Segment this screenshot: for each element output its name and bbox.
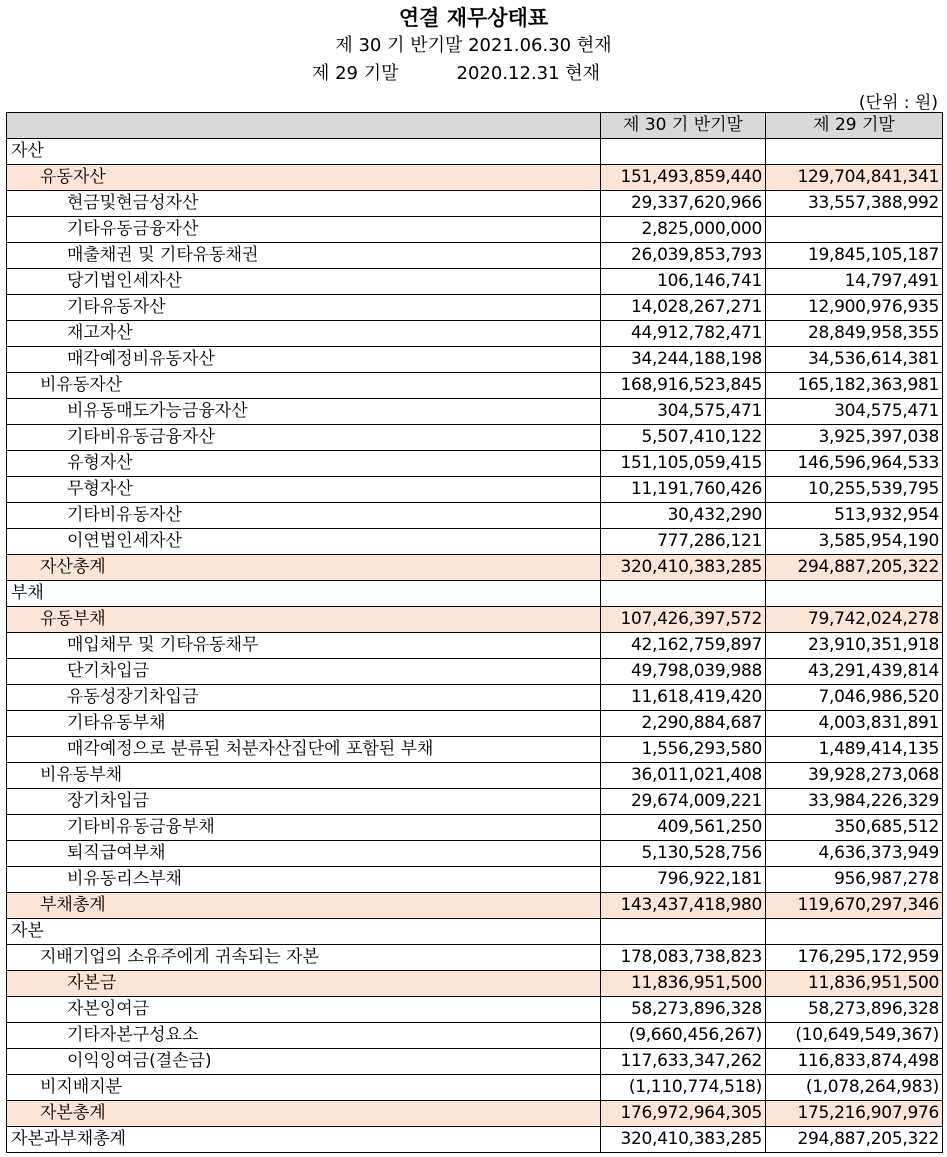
- current-period-value: 44,912,782,471: [601, 321, 766, 347]
- account-label: 퇴직급여부채: [7, 841, 601, 867]
- table-row: [7, 399, 943, 425]
- current-period-value: 26,039,853,793: [601, 243, 766, 269]
- prior-period-value: 33,557,388,992: [766, 191, 943, 217]
- prior-period-value: (1,078,264,983): [766, 1075, 943, 1101]
- prior-period-value: 58,273,896,328: [766, 997, 943, 1023]
- prior-period-value: 3,925,397,038: [766, 425, 943, 451]
- table-row: [7, 997, 943, 1023]
- table-row: [7, 451, 943, 477]
- prior-period-value: [766, 919, 943, 945]
- account-label: 기타유동자산: [7, 295, 601, 321]
- prior-period-value: 175,216,907,976: [766, 1101, 943, 1127]
- table-row: [7, 1023, 943, 1049]
- account-label: 기타비유동금융자산: [7, 425, 601, 451]
- table-body: [7, 139, 943, 1153]
- prior-period-value: 956,987,278: [766, 867, 943, 893]
- current-period-value: [601, 139, 766, 165]
- account-label: 기타비유동금융부채: [7, 815, 601, 841]
- account-label: 지배기업의 소유주에게 귀속되는 자본: [7, 945, 601, 971]
- table-row: [7, 893, 943, 919]
- prior-period-value: 119,670,297,346: [766, 893, 943, 919]
- table-row: [7, 1049, 943, 1075]
- prior-period-value: 1,489,414,135: [766, 737, 943, 763]
- table-row: [7, 217, 943, 243]
- current-period-value: (1,110,774,518): [601, 1075, 766, 1101]
- account-label: 기타자본구성요소: [7, 1023, 601, 1049]
- account-label: 부채: [7, 581, 601, 607]
- table-row: [7, 659, 943, 685]
- account-label: 기타비유동자산: [7, 503, 601, 529]
- table-row: [7, 633, 943, 659]
- table-row: [7, 477, 943, 503]
- account-label: 자본총계: [7, 1101, 601, 1127]
- table-row: [7, 555, 943, 581]
- account-label: 자본잉여금: [7, 997, 601, 1023]
- account-label: 매입채무 및 기타유동채무: [7, 633, 601, 659]
- table-row: [7, 503, 943, 529]
- account-label: 기타유동부채: [7, 711, 601, 737]
- current-period-value: 107,426,397,572: [601, 607, 766, 633]
- account-label: 유동성장기차입금: [7, 685, 601, 711]
- prior-period-value: 146,596,964,533: [766, 451, 943, 477]
- current-period-value: (9,660,456,267): [601, 1023, 766, 1049]
- account-label: 매각예정비유동자산: [7, 347, 601, 373]
- current-period-value: 304,575,471: [601, 399, 766, 425]
- current-period-value: 5,507,410,122: [601, 425, 766, 451]
- prior-period-value: 33,984,226,329: [766, 789, 943, 815]
- prior-period-value: 7,046,986,520: [766, 685, 943, 711]
- prior-period-value: 23,910,351,918: [766, 633, 943, 659]
- unit-label: (단위 : 원): [858, 93, 938, 113]
- current-period-value: 29,337,620,966: [601, 191, 766, 217]
- prior-period-value: 294,887,205,322: [766, 1127, 943, 1153]
- table-row: [7, 191, 943, 217]
- account-label: 매각예정으로 분류된 처분자산집단에 포함된 부채: [7, 737, 601, 763]
- account-label: 비유동매도가능금융자산: [7, 399, 601, 425]
- current-period-value: 58,273,896,328: [601, 997, 766, 1023]
- table-row: [7, 789, 943, 815]
- prior-period-value: [766, 581, 943, 607]
- prior-period-value: 176,295,172,959: [766, 945, 943, 971]
- prior-period-value: 10,255,539,795: [766, 477, 943, 503]
- prior-period-value: 39,928,273,068: [766, 763, 943, 789]
- table-row: [7, 737, 943, 763]
- prior-period-value: [766, 139, 943, 165]
- current-period-value: 796,922,181: [601, 867, 766, 893]
- account-label: 유동자산: [7, 165, 601, 191]
- prior-period-value: 12,900,976,935: [766, 295, 943, 321]
- account-label: 비유동부채: [7, 763, 601, 789]
- table-row: [7, 971, 943, 997]
- current-period-value: 151,493,859,440: [601, 165, 766, 191]
- current-period-value: 49,798,039,988: [601, 659, 766, 685]
- current-period-value: 5,130,528,756: [601, 841, 766, 867]
- balance-sheet-table: [6, 112, 943, 1153]
- current-period-value: 14,028,267,271: [601, 295, 766, 321]
- account-label: 유동부채: [7, 607, 601, 633]
- table-row: [7, 945, 943, 971]
- table-row: [7, 139, 943, 165]
- current-period-value: 11,836,951,500: [601, 971, 766, 997]
- table-row: [7, 581, 943, 607]
- prior-period-value: 34,536,614,381: [766, 347, 943, 373]
- prior-period-value: 11,836,951,500: [766, 971, 943, 997]
- account-label: 무형자산: [7, 477, 601, 503]
- account-label: 재고자산: [7, 321, 601, 347]
- current-period-value: 777,286,121: [601, 529, 766, 555]
- current-period-value: 176,972,964,305: [601, 1101, 766, 1127]
- table-row: [7, 269, 943, 295]
- current-period-value: 30,432,290: [601, 503, 766, 529]
- account-label: 현금및현금성자산: [7, 191, 601, 217]
- account-label: 자본금: [7, 971, 601, 997]
- prior-period-value: 3,585,954,190: [766, 529, 943, 555]
- table-row: [7, 165, 943, 191]
- account-label: 부채총계: [7, 893, 601, 919]
- table-row: [7, 711, 943, 737]
- account-label: 기타유동금융자산: [7, 217, 601, 243]
- prior-period-value: 28,849,958,355: [766, 321, 943, 347]
- table-row: [7, 815, 943, 841]
- current-period-value: 2,825,000,000: [601, 217, 766, 243]
- account-label: 단기차입금: [7, 659, 601, 685]
- table-row: [7, 763, 943, 789]
- current-period-value: 178,083,738,823: [601, 945, 766, 971]
- current-period-value: 117,633,347,262: [601, 1049, 766, 1075]
- account-label: 이연법인세자산: [7, 529, 601, 555]
- prior-period-value: 513,932,954: [766, 503, 943, 529]
- prior-period-value: 294,887,205,322: [766, 555, 943, 581]
- account-label: 자산총계: [7, 555, 601, 581]
- account-label: 자본: [7, 919, 601, 945]
- prior-period-value: 79,742,024,278: [766, 607, 943, 633]
- table-row: [7, 685, 943, 711]
- table-header-row: [7, 113, 943, 139]
- table-row: [7, 347, 943, 373]
- table-row: [7, 425, 943, 451]
- account-label: 비유동자산: [7, 373, 601, 399]
- table-row: [7, 321, 943, 347]
- account-label: 유형자산: [7, 451, 601, 477]
- table-row: [7, 1127, 943, 1153]
- prior-period-value: (10,649,549,367): [766, 1023, 943, 1049]
- current-period-value: 34,244,188,198: [601, 347, 766, 373]
- current-period-value: 143,437,418,980: [601, 893, 766, 919]
- table-row: [7, 919, 943, 945]
- prior-period-value: 350,685,512: [766, 815, 943, 841]
- current-period-value: 42,162,759,897: [601, 633, 766, 659]
- table-row: [7, 867, 943, 893]
- account-label: 비지배지분: [7, 1075, 601, 1101]
- prior-period-value: 165,182,363,981: [766, 373, 943, 399]
- prior-period-value: 304,575,471: [766, 399, 943, 425]
- period-prior-label: 제 29 기말: [312, 63, 399, 84]
- account-label: 당기법인세자산: [7, 269, 601, 295]
- account-label: 이익잉여금(결손금): [7, 1049, 601, 1075]
- table-row: [7, 243, 943, 269]
- table-row: [7, 373, 943, 399]
- current-period-value: 29,674,009,221: [601, 789, 766, 815]
- prior-period-value: 116,833,874,498: [766, 1049, 943, 1075]
- account-label: 자본과부채총계: [7, 1127, 601, 1153]
- period-prior: [312, 59, 600, 85]
- current-period-value: [601, 919, 766, 945]
- statement-title: 연결 재무상태표: [398, 6, 549, 30]
- current-period-value: 168,916,523,845: [601, 373, 766, 399]
- current-period-value: 106,146,741: [601, 269, 766, 295]
- header-current-period: 제 30 기 반기말: [601, 113, 766, 139]
- current-period-value: [601, 581, 766, 607]
- prior-period-value: 19,845,105,187: [766, 243, 943, 269]
- current-period-value: 2,290,884,687: [601, 711, 766, 737]
- current-period-value: 151,105,059,415: [601, 451, 766, 477]
- table-row: [7, 1101, 943, 1127]
- account-label: 비유동리스부채: [7, 867, 601, 893]
- current-period-value: 11,618,419,420: [601, 685, 766, 711]
- period-prior-date: 2020.12.31 현재: [456, 63, 601, 84]
- table-row: [7, 841, 943, 867]
- prior-period-value: [766, 217, 943, 243]
- account-label: 매출채권 및 기타유동채권: [7, 243, 601, 269]
- current-period-value: 320,410,383,285: [601, 1127, 766, 1153]
- current-period-value: 1,556,293,580: [601, 737, 766, 763]
- table-row: [7, 1075, 943, 1101]
- prior-period-value: 129,704,841,341: [766, 165, 943, 191]
- period-current: 제 30 기 반기말 2021.06.30 현재: [335, 35, 612, 56]
- prior-period-value: 43,291,439,814: [766, 659, 943, 685]
- account-label: 자산: [7, 139, 601, 165]
- current-period-value: 320,410,383,285: [601, 555, 766, 581]
- header-account: [7, 113, 601, 139]
- header-prior-period: 제 29 기말: [766, 113, 943, 139]
- account-label: 장기차입금: [7, 789, 601, 815]
- table-row: [7, 529, 943, 555]
- prior-period-value: 4,636,373,949: [766, 841, 943, 867]
- table-row: [7, 295, 943, 321]
- current-period-value: 409,561,250: [601, 815, 766, 841]
- prior-period-value: 4,003,831,891: [766, 711, 943, 737]
- current-period-value: 11,191,760,426: [601, 477, 766, 503]
- table-row: [7, 607, 943, 633]
- current-period-value: 36,011,021,408: [601, 763, 766, 789]
- prior-period-value: 14,797,491: [766, 269, 943, 295]
